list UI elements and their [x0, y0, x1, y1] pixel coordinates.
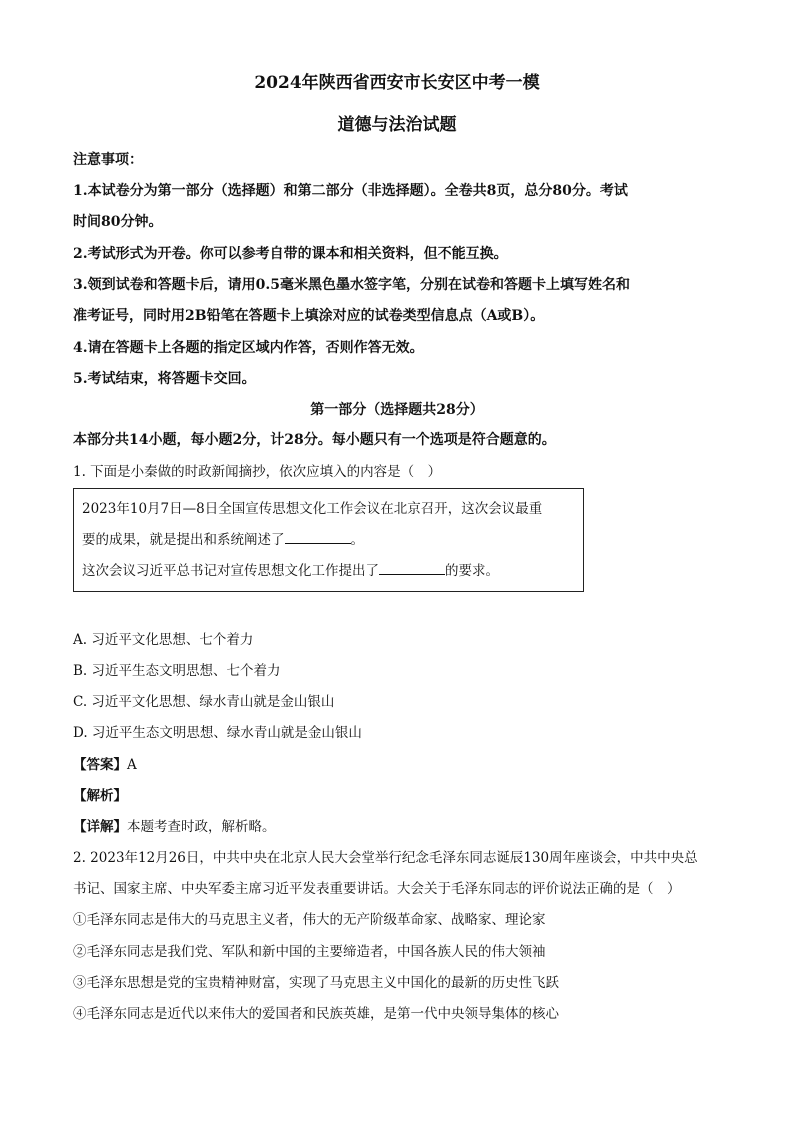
answer-line: [73, 756, 137, 774]
statement-3: ③毛泽东思想是党的宝贵精神财富，实现了马克思主义中国化的最新的历史性飞跃: [73, 975, 559, 991]
page-title: 2024年陕西省西安市长安区中考一模: [254, 73, 540, 93]
question-1-stem: 1. 下面是小秦做的时政新闻摘抄，依次应填入的内容是（ ）: [73, 464, 442, 480]
analysis-label: 【解析】: [73, 788, 127, 804]
statement-2: ②毛泽东同志是我们党、军队和新中国的主要缔造者，中国各族人民的伟大领袖: [73, 944, 546, 960]
option-a: A. 习近平文化思想、七个着力: [73, 632, 254, 648]
fill-blank-1[interactable]: [285, 531, 351, 544]
notice-item: 5.考试结束，将答题卡交回。: [73, 371, 256, 387]
fill-blank-2[interactable]: [379, 562, 445, 575]
excerpt-line-3: 这次会议习近平总书记对宣传思想文化工作提出了 的要求。: [82, 563, 499, 579]
excerpt-line-2: 要的成果，就是提出和系统阐述了 。: [82, 532, 364, 548]
notice-item: 1.本试卷分为第一部分（选择题）和第二部分（非选择题）。全卷共8页，总分80分。考试: [73, 183, 628, 199]
question-2-stem-line-1: 2. 2023年12月26日，中共中央在北京人民大会堂举行纪念毛泽东同志诞辰130周年座谈会，中共中央总: [73, 850, 698, 866]
statement-4: ④毛泽东同志是近代以来伟大的爱国者和民族英雄，是第一代中央领导集体的核心: [73, 1006, 559, 1022]
detail-label: 【详解】: [73, 819, 127, 835]
notice-item: 4.请在答题卡上各题的指定区域内作答，否则作答无效。: [73, 340, 424, 356]
notice-item: 准考证号，同时用2B铅笔在答题卡上填涂对应的试卷类型信息点（A或B）。: [73, 308, 545, 324]
news-excerpt-box: [73, 488, 584, 592]
notice-item: 时间80分钟。: [73, 214, 163, 230]
option-d: D. 习近平生态文明思想、绿水青山就是金山银山: [73, 725, 362, 741]
notice-item: 3.领到试卷和答题卡后，请用0.5毫米黑色墨水签字笔，分别在试卷和答题卡上填写姓名和: [73, 277, 630, 293]
statement-1: ①毛泽东同志是伟大的马克思主义者，伟大的无产阶级革命家、战略家、理论家: [73, 912, 546, 928]
detail-text: 本题考查时政，解析略。: [127, 819, 276, 835]
excerpt-line-1: 2023年10月7日—8日全国宣传思想文化工作会议在北京召开，这次会议最重: [82, 501, 543, 517]
section-heading: 第一部分（选择题共28分）: [310, 402, 484, 418]
question-2-stem-line-2: 书记、国家主席、中央军委主席习近平发表重要讲话。大会关于毛泽东同志的评价说法正确的是（ ）: [73, 881, 681, 897]
section-intro: 本部分共14小题，每小题2分，计28分。每小题只有一个选项是符合题意的。: [73, 432, 556, 448]
notice-heading: 注意事项：: [73, 152, 143, 168]
page-subtitle: 道德与法治试题: [337, 115, 457, 135]
option-b: B. 习近平生态文明思想、七个着力: [73, 663, 281, 679]
answer-value: A: [127, 757, 137, 773]
answer-label: 【答案】: [73, 757, 127, 773]
notice-item: 2.考试形式为开卷。你可以参考自带的课本和相关资料，但不能互换。: [73, 246, 508, 262]
option-c: C. 习近平文化思想、绿水青山就是金山银山: [73, 694, 335, 710]
detail-line: [73, 818, 276, 836]
